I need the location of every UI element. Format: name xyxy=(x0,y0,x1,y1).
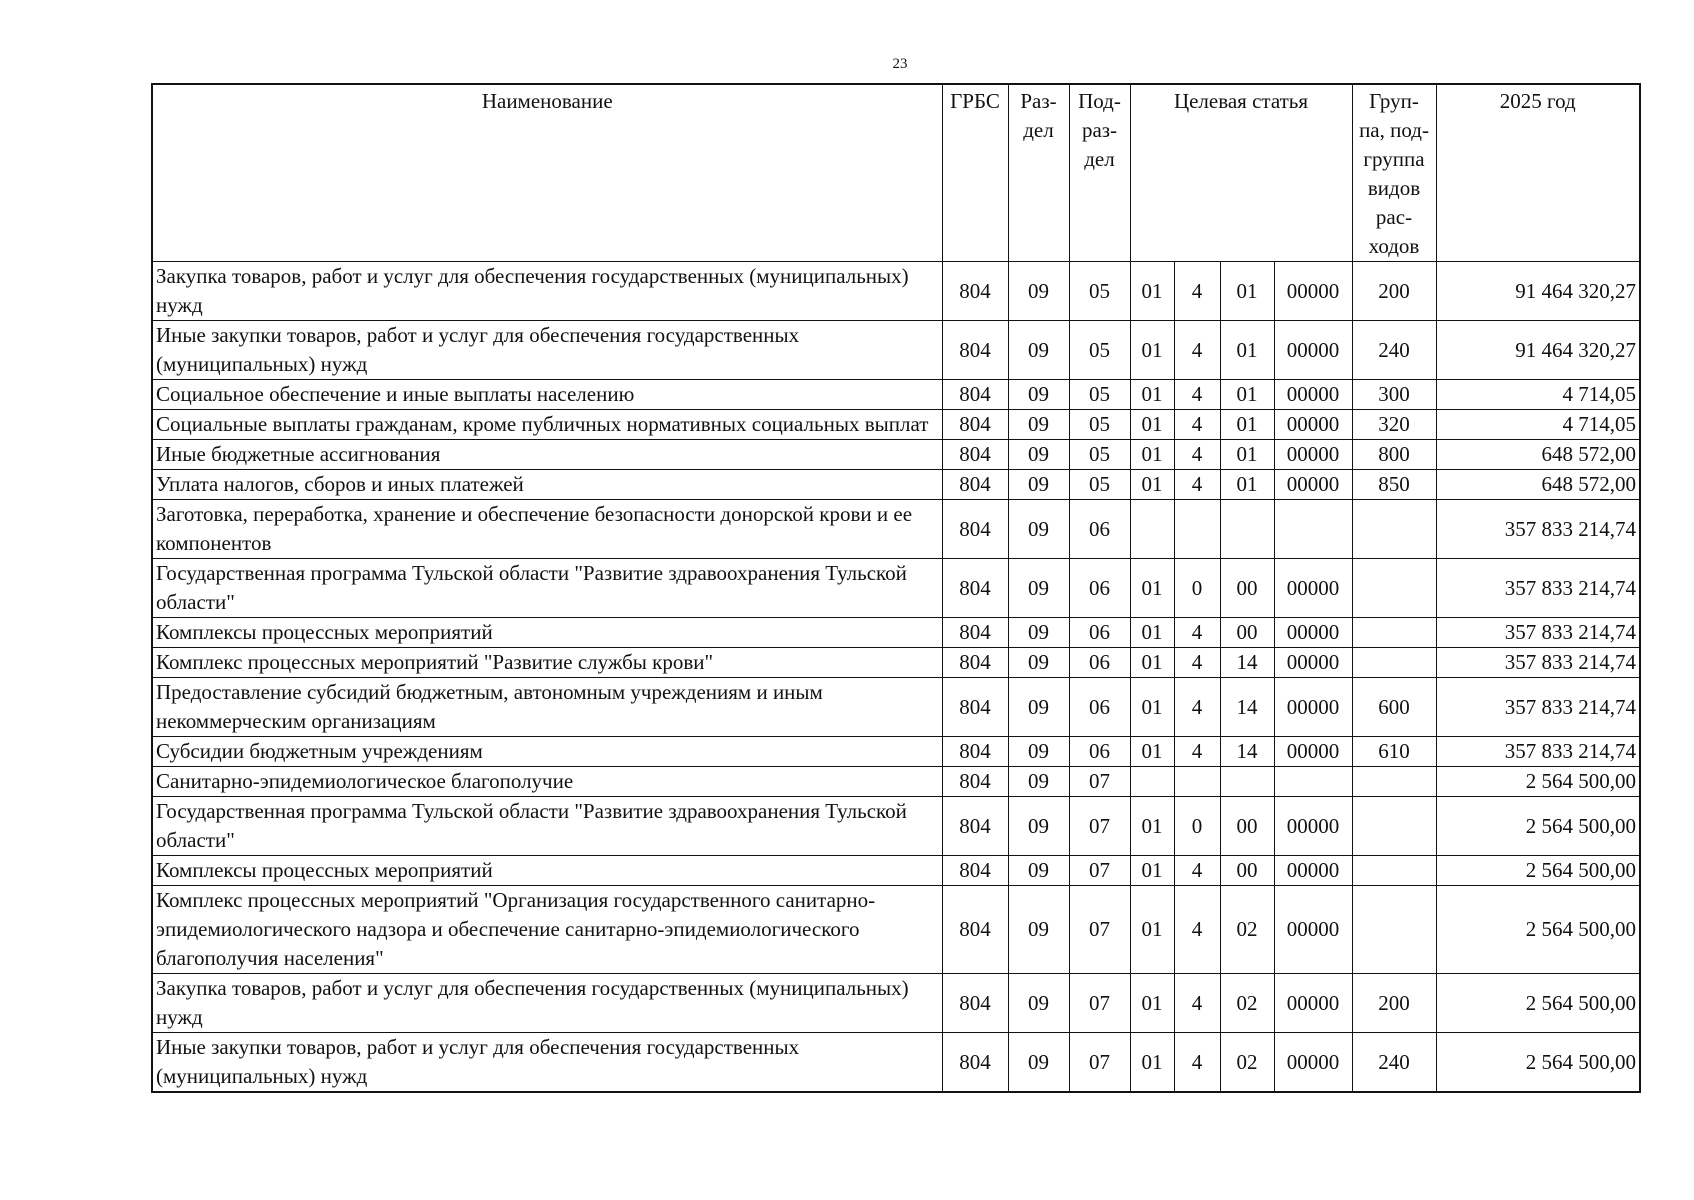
row-grbs: 804 xyxy=(942,321,1008,380)
row-amount: 648 572,00 xyxy=(1436,440,1640,470)
row-target-direction: 00000 xyxy=(1274,559,1352,618)
row-target-element: 00 xyxy=(1220,797,1274,856)
row-target-program: 01 xyxy=(1130,618,1174,648)
row-target-direction: 00000 xyxy=(1274,737,1352,767)
row-amount: 91 464 320,27 xyxy=(1436,321,1640,380)
row-target-type: 4 xyxy=(1174,974,1220,1033)
row-target-type: 4 xyxy=(1174,886,1220,974)
row-target-element: 00 xyxy=(1220,618,1274,648)
row-target-direction: 00000 xyxy=(1274,470,1352,500)
row-grbs: 804 xyxy=(942,797,1008,856)
table-row xyxy=(152,737,1640,767)
row-target-type: 4 xyxy=(1174,618,1220,648)
row-target-type: 4 xyxy=(1174,470,1220,500)
row-target-type: 4 xyxy=(1174,737,1220,767)
row-target-element xyxy=(1220,500,1274,559)
row-amount: 648 572,00 xyxy=(1436,470,1640,500)
table-row xyxy=(152,559,1640,618)
row-razdel: 09 xyxy=(1008,767,1069,797)
row-amount: 2 564 500,00 xyxy=(1436,797,1640,856)
row-expense-group: 610 xyxy=(1352,737,1436,767)
row-grbs: 804 xyxy=(942,648,1008,678)
row-grbs: 804 xyxy=(942,559,1008,618)
row-razdel: 09 xyxy=(1008,470,1069,500)
header-podrazdel: Под- раз- дел xyxy=(1069,84,1130,262)
table-row xyxy=(152,678,1640,737)
row-name: Социальные выплаты гражданам, кроме публичных нормативных социальных выплат xyxy=(152,410,942,440)
row-target-direction xyxy=(1274,767,1352,797)
row-podrazdel: 07 xyxy=(1069,797,1130,856)
row-target-direction: 00000 xyxy=(1274,262,1352,321)
row-target-type: 4 xyxy=(1174,410,1220,440)
row-target-direction: 00000 xyxy=(1274,797,1352,856)
row-expense-group: 240 xyxy=(1352,321,1436,380)
table-row xyxy=(152,856,1640,886)
row-target-program: 01 xyxy=(1130,559,1174,618)
row-podrazdel: 05 xyxy=(1069,321,1130,380)
row-grbs: 804 xyxy=(942,618,1008,648)
table-row xyxy=(152,1033,1640,1093)
row-target-direction: 00000 xyxy=(1274,380,1352,410)
row-target-type: 4 xyxy=(1174,678,1220,737)
table-row xyxy=(152,500,1640,559)
row-grbs: 804 xyxy=(942,380,1008,410)
row-podrazdel: 07 xyxy=(1069,886,1130,974)
row-name: Предоставление субсидий бюджетным, автономным учреждениям и иным некоммерческим организациям xyxy=(152,678,942,737)
header-group: Груп- па, под- группа видов рас- ходов xyxy=(1352,84,1436,262)
table-row xyxy=(152,410,1640,440)
row-target-type: 4 xyxy=(1174,1033,1220,1093)
row-target-type xyxy=(1174,767,1220,797)
row-razdel: 09 xyxy=(1008,737,1069,767)
row-name: Иные закупки товаров, работ и услуг для обеспечения государственных (муниципальных) нужд xyxy=(152,321,942,380)
row-target-element: 14 xyxy=(1220,648,1274,678)
row-grbs: 804 xyxy=(942,500,1008,559)
row-podrazdel: 05 xyxy=(1069,440,1130,470)
row-razdel: 09 xyxy=(1008,1033,1069,1093)
row-target-element: 00 xyxy=(1220,559,1274,618)
row-target-program: 01 xyxy=(1130,440,1174,470)
header-razdel: Раз- дел xyxy=(1008,84,1069,262)
row-amount: 2 564 500,00 xyxy=(1436,974,1640,1033)
table-row xyxy=(152,440,1640,470)
row-amount: 2 564 500,00 xyxy=(1436,886,1640,974)
row-target-direction: 00000 xyxy=(1274,321,1352,380)
row-name: Социальное обеспечение и иные выплаты населению xyxy=(152,380,942,410)
row-target-element xyxy=(1220,767,1274,797)
row-grbs: 804 xyxy=(942,886,1008,974)
row-target-program: 01 xyxy=(1130,470,1174,500)
row-podrazdel: 06 xyxy=(1069,500,1130,559)
row-razdel: 09 xyxy=(1008,500,1069,559)
row-name: Государственная программа Тульской области "Развитие здравоохранения Тульской области" xyxy=(152,797,942,856)
table-row xyxy=(152,974,1640,1033)
row-name: Уплата налогов, сборов и иных платежей xyxy=(152,470,942,500)
row-target-type: 4 xyxy=(1174,856,1220,886)
header-grbs: ГРБС xyxy=(942,84,1008,262)
row-razdel: 09 xyxy=(1008,559,1069,618)
row-name: Комплексы процессных мероприятий xyxy=(152,618,942,648)
row-razdel: 09 xyxy=(1008,380,1069,410)
row-amount: 357 833 214,74 xyxy=(1436,559,1640,618)
row-expense-group: 800 xyxy=(1352,440,1436,470)
row-target-element: 01 xyxy=(1220,410,1274,440)
row-podrazdel: 06 xyxy=(1069,618,1130,648)
row-razdel: 09 xyxy=(1008,440,1069,470)
table-row xyxy=(152,886,1640,974)
header-row xyxy=(152,84,1640,262)
row-amount: 4 714,05 xyxy=(1436,410,1640,440)
row-grbs: 804 xyxy=(942,737,1008,767)
row-razdel: 09 xyxy=(1008,410,1069,440)
row-amount: 357 833 214,74 xyxy=(1436,500,1640,559)
row-target-direction xyxy=(1274,500,1352,559)
row-razdel: 09 xyxy=(1008,618,1069,648)
row-target-element: 01 xyxy=(1220,380,1274,410)
row-target-program: 01 xyxy=(1130,1033,1174,1093)
row-expense-group xyxy=(1352,767,1436,797)
row-podrazdel: 07 xyxy=(1069,767,1130,797)
row-target-element: 01 xyxy=(1220,262,1274,321)
row-target-element: 01 xyxy=(1220,321,1274,380)
row-expense-group: 200 xyxy=(1352,262,1436,321)
page-number: 23 xyxy=(892,56,908,72)
row-target-direction: 00000 xyxy=(1274,648,1352,678)
row-expense-group xyxy=(1352,886,1436,974)
row-expense-group: 320 xyxy=(1352,410,1436,440)
table-row xyxy=(152,797,1640,856)
row-target-type: 4 xyxy=(1174,321,1220,380)
row-target-program: 01 xyxy=(1130,410,1174,440)
row-target-program: 01 xyxy=(1130,856,1174,886)
row-name: Комплексы процессных мероприятий xyxy=(152,856,942,886)
row-name: Заготовка, переработка, хранение и обеспечение безопасности донорской крови и ее компонентов xyxy=(152,500,942,559)
table-row xyxy=(152,321,1640,380)
row-expense-group: 200 xyxy=(1352,974,1436,1033)
row-target-element: 14 xyxy=(1220,678,1274,737)
row-target-type xyxy=(1174,500,1220,559)
row-target-program xyxy=(1130,767,1174,797)
row-target-direction: 00000 xyxy=(1274,886,1352,974)
row-amount: 357 833 214,74 xyxy=(1436,618,1640,648)
row-target-program: 01 xyxy=(1130,737,1174,767)
row-podrazdel: 05 xyxy=(1069,410,1130,440)
row-name: Субсидии бюджетным учреждениям xyxy=(152,737,942,767)
row-grbs: 804 xyxy=(942,974,1008,1033)
row-target-program: 01 xyxy=(1130,678,1174,737)
row-target-direction: 00000 xyxy=(1274,618,1352,648)
row-target-type: 0 xyxy=(1174,559,1220,618)
row-target-type: 4 xyxy=(1174,440,1220,470)
row-expense-group: 300 xyxy=(1352,380,1436,410)
row-target-element: 14 xyxy=(1220,737,1274,767)
row-target-program: 01 xyxy=(1130,321,1174,380)
row-amount: 91 464 320,27 xyxy=(1436,262,1640,321)
row-target-element: 00 xyxy=(1220,856,1274,886)
row-target-program: 01 xyxy=(1130,380,1174,410)
row-podrazdel: 05 xyxy=(1069,262,1130,321)
row-podrazdel: 06 xyxy=(1069,737,1130,767)
row-target-element: 02 xyxy=(1220,1033,1274,1093)
table-row xyxy=(152,618,1640,648)
header-name: Наименование xyxy=(152,84,942,262)
row-expense-group xyxy=(1352,559,1436,618)
row-razdel: 09 xyxy=(1008,262,1069,321)
row-expense-group xyxy=(1352,500,1436,559)
row-target-direction: 00000 xyxy=(1274,678,1352,737)
row-expense-group xyxy=(1352,618,1436,648)
row-podrazdel: 07 xyxy=(1069,1033,1130,1093)
table-row xyxy=(152,380,1640,410)
row-grbs: 804 xyxy=(942,262,1008,321)
row-amount: 2 564 500,00 xyxy=(1436,856,1640,886)
row-grbs: 804 xyxy=(942,1033,1008,1093)
row-target-program: 01 xyxy=(1130,886,1174,974)
table-row xyxy=(152,767,1640,797)
row-podrazdel: 07 xyxy=(1069,974,1130,1033)
row-expense-group xyxy=(1352,648,1436,678)
row-podrazdel: 06 xyxy=(1069,678,1130,737)
row-grbs: 804 xyxy=(942,410,1008,440)
table-header xyxy=(152,84,1640,262)
row-grbs: 804 xyxy=(942,440,1008,470)
table-row xyxy=(152,470,1640,500)
row-razdel: 09 xyxy=(1008,321,1069,380)
row-target-type: 4 xyxy=(1174,380,1220,410)
row-target-type: 0 xyxy=(1174,797,1220,856)
row-name: Закупка товаров, работ и услуг для обеспечения государственных (муниципальных) нужд xyxy=(152,974,942,1033)
row-podrazdel: 06 xyxy=(1069,648,1130,678)
row-expense-group xyxy=(1352,797,1436,856)
row-amount: 357 833 214,74 xyxy=(1436,678,1640,737)
row-target-type: 4 xyxy=(1174,648,1220,678)
row-target-direction: 00000 xyxy=(1274,410,1352,440)
row-grbs: 804 xyxy=(942,856,1008,886)
table-body xyxy=(152,262,1640,1093)
row-target-direction: 00000 xyxy=(1274,974,1352,1033)
row-razdel: 09 xyxy=(1008,886,1069,974)
row-target-program: 01 xyxy=(1130,974,1174,1033)
row-grbs: 804 xyxy=(942,470,1008,500)
row-amount: 2 564 500,00 xyxy=(1436,767,1640,797)
row-razdel: 09 xyxy=(1008,974,1069,1033)
row-name: Государственная программа Тульской области "Развитие здравоохранения Тульской области" xyxy=(152,559,942,618)
row-amount: 357 833 214,74 xyxy=(1436,737,1640,767)
row-grbs: 804 xyxy=(942,767,1008,797)
row-name: Закупка товаров, работ и услуг для обеспечения государственных (муниципальных) нужд xyxy=(152,262,942,321)
row-target-program: 01 xyxy=(1130,797,1174,856)
row-target-direction: 00000 xyxy=(1274,856,1352,886)
row-razdel: 09 xyxy=(1008,856,1069,886)
row-amount: 2 564 500,00 xyxy=(1436,1033,1640,1093)
row-name: Иные бюджетные ассигнования xyxy=(152,440,942,470)
row-podrazdel: 05 xyxy=(1069,470,1130,500)
row-razdel: 09 xyxy=(1008,678,1069,737)
header-year: 2025 год xyxy=(1436,84,1640,262)
row-grbs: 804 xyxy=(942,678,1008,737)
row-razdel: 09 xyxy=(1008,797,1069,856)
row-amount: 357 833 214,74 xyxy=(1436,648,1640,678)
row-target-direction: 00000 xyxy=(1274,1033,1352,1093)
row-target-element: 02 xyxy=(1220,886,1274,974)
row-target-element: 02 xyxy=(1220,974,1274,1033)
row-name: Комплекс процессных мероприятий "Развитие службы крови" xyxy=(152,648,942,678)
row-podrazdel: 05 xyxy=(1069,380,1130,410)
row-target-element: 01 xyxy=(1220,440,1274,470)
row-name: Комплекс процессных мероприятий "Организация государственного санитарно-эпидемиологического надзора и обеспечение санитарно-эпидемиологического благополучия населения" xyxy=(152,886,942,974)
row-expense-group: 600 xyxy=(1352,678,1436,737)
table-row xyxy=(152,262,1640,321)
row-expense-group: 240 xyxy=(1352,1033,1436,1093)
table-row xyxy=(152,648,1640,678)
row-expense-group xyxy=(1352,856,1436,886)
row-target-program: 01 xyxy=(1130,648,1174,678)
row-target-program xyxy=(1130,500,1174,559)
row-target-direction: 00000 xyxy=(1274,440,1352,470)
row-target-type: 4 xyxy=(1174,262,1220,321)
row-name: Иные закупки товаров, работ и услуг для обеспечения государственных (муниципальных) нужд xyxy=(152,1033,942,1093)
row-podrazdel: 06 xyxy=(1069,559,1130,618)
row-name: Санитарно-эпидемиологическое благополучие xyxy=(152,767,942,797)
row-razdel: 09 xyxy=(1008,648,1069,678)
header-target: Целевая статья xyxy=(1130,84,1352,262)
row-target-element: 01 xyxy=(1220,470,1274,500)
row-expense-group: 850 xyxy=(1352,470,1436,500)
row-target-program: 01 xyxy=(1130,262,1174,321)
budget-table xyxy=(151,83,1641,1093)
row-amount: 4 714,05 xyxy=(1436,380,1640,410)
row-podrazdel: 07 xyxy=(1069,856,1130,886)
